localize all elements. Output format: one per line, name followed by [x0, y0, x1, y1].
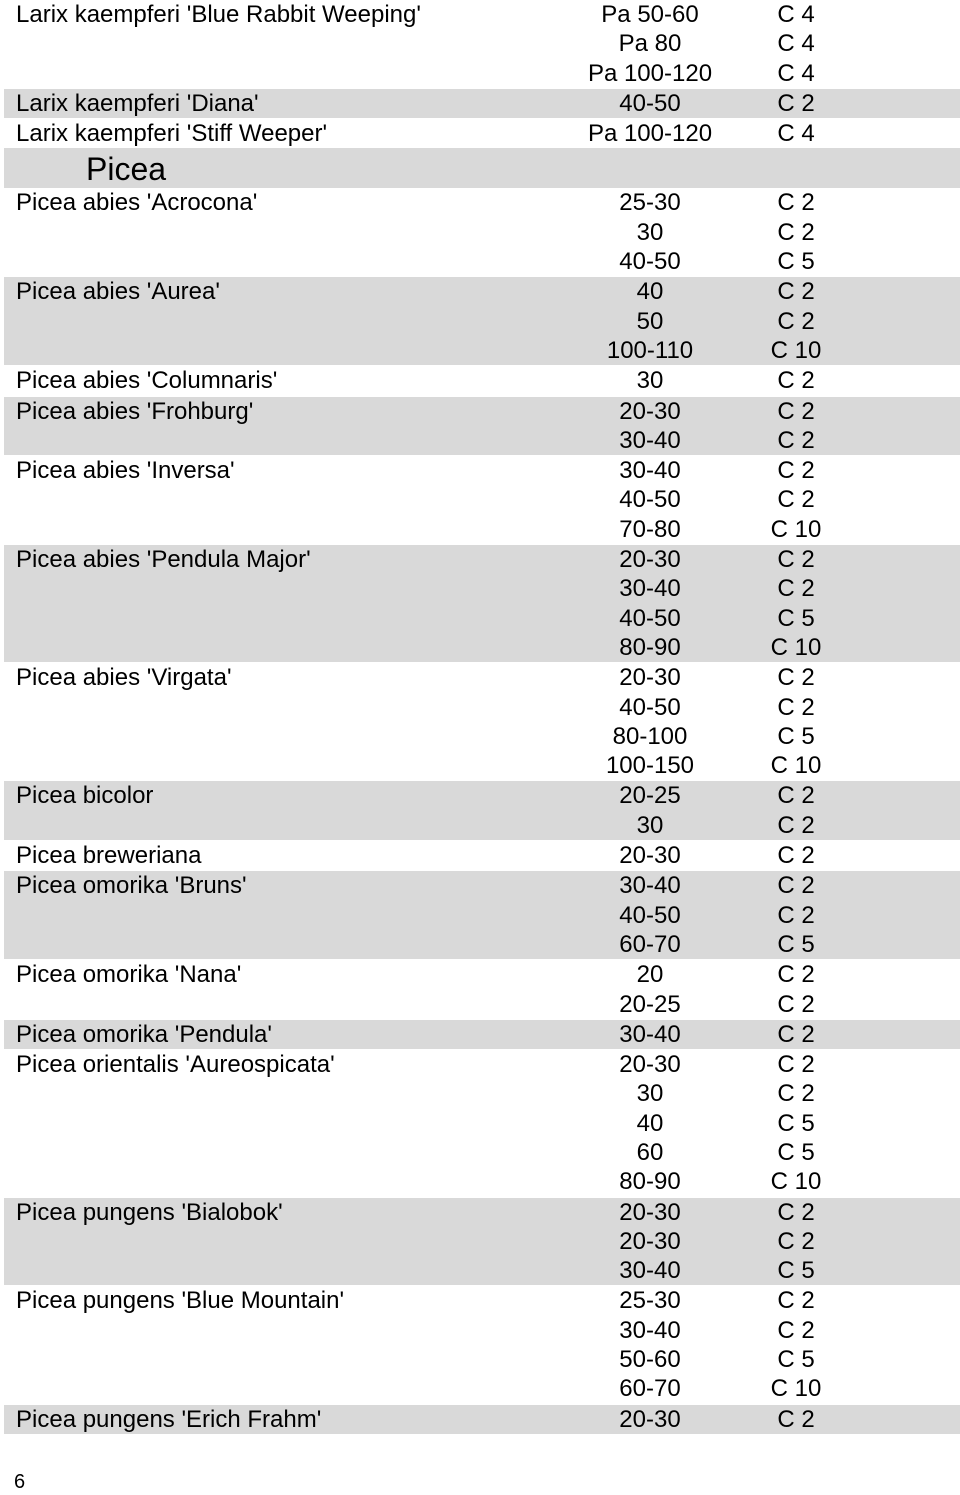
section-heading-row	[4, 148, 960, 188]
entry-size-row	[4, 1256, 960, 1285]
plant-size: 20-30	[619, 546, 681, 574]
plant-name: Picea pungens 'Bialobok'	[16, 1198, 283, 1226]
plant-size: 30-40	[619, 426, 681, 454]
entry-size-row	[4, 218, 960, 247]
pot-size: C 5	[777, 1346, 815, 1374]
pot-size: C 10	[770, 515, 822, 543]
plant-name: Picea omorika 'Bruns'	[16, 872, 247, 900]
plant-size: 20-30	[619, 397, 681, 425]
larix-entries	[4, 0, 960, 148]
pot-size: C 2	[777, 397, 815, 425]
picea-entries	[4, 188, 960, 1433]
plant-size: 100-150	[605, 752, 695, 780]
plant-size: 30	[636, 1080, 664, 1108]
plant-size: 20-30	[619, 1227, 681, 1255]
plant-name: Picea orientalis 'Aureospicata'	[16, 1051, 335, 1079]
plant-name: Picea omorika 'Pendula'	[16, 1020, 272, 1048]
plant-size: 30-40	[619, 1020, 681, 1048]
entry-size-row	[4, 59, 960, 88]
pot-size: C 2	[777, 218, 815, 246]
plant-size: 30	[636, 218, 664, 246]
plant-size: 25-30	[619, 189, 681, 217]
entry-size-row	[4, 515, 960, 544]
plant-name: Picea pungens 'Blue Mountain'	[16, 1287, 345, 1315]
pot-size: C 4	[777, 120, 815, 148]
plant-size: 40-50	[619, 89, 681, 117]
plant-size: 40-50	[619, 604, 681, 632]
pot-size: C 2	[777, 1316, 815, 1344]
pot-size: C 2	[777, 426, 815, 454]
plant-size: 100-110	[606, 336, 694, 364]
plant-size: 60	[636, 1138, 664, 1166]
entry-row	[4, 662, 960, 692]
plant-size: 20-25	[619, 990, 681, 1018]
plant-size: 50-60	[619, 1346, 681, 1374]
plant-name: Picea abies 'Aurea'	[16, 278, 220, 306]
plant-size: 30	[636, 367, 664, 395]
plant-name: Picea abies 'Frohburg'	[16, 397, 254, 425]
entry-row	[4, 0, 960, 29]
entry-size-row	[4, 811, 960, 840]
plant-size: 20-30	[619, 842, 681, 870]
entry-size-row	[4, 1138, 960, 1167]
pot-size: C 2	[777, 1227, 815, 1255]
plant-name: Picea abies 'Virgata'	[16, 664, 232, 692]
plant-size: 80-100	[612, 722, 688, 750]
pot-size: C 2	[777, 575, 815, 603]
pot-size: C 10	[770, 633, 822, 661]
pot-size: C 2	[777, 1080, 815, 1108]
plant-size: 40	[636, 278, 664, 306]
entry-size-row	[4, 336, 960, 365]
pot-size: C 4	[777, 30, 815, 58]
entry-row	[4, 1019, 960, 1049]
entry-size-row	[4, 1345, 960, 1374]
plant-size: 60-70	[619, 1375, 681, 1403]
plant-name: Larix kaempferi 'Blue Rabbit Weeping'	[16, 1, 421, 28]
entry-row	[4, 959, 960, 989]
pot-size: C 2	[777, 1020, 815, 1048]
entry-row	[4, 455, 960, 485]
pot-size: C 2	[777, 367, 815, 395]
plant-size: Pa 80	[618, 30, 682, 58]
pot-size: C 10	[770, 1168, 822, 1196]
pot-size: C 2	[777, 1051, 815, 1079]
entry-row	[4, 1404, 960, 1434]
entry-size-row	[4, 1167, 960, 1196]
plant-size: 80-90	[619, 633, 681, 661]
pot-size: C 2	[777, 901, 815, 929]
plant-name: Picea breweriana	[16, 842, 202, 870]
plant-name: Larix kaempferi 'Diana'	[16, 89, 259, 117]
plant-size: 30-40	[619, 872, 681, 900]
pot-size: C 2	[777, 1287, 815, 1315]
plant-size: 20-30	[619, 664, 681, 692]
pot-size: C 5	[777, 604, 815, 632]
plant-size: 30-40	[619, 457, 681, 485]
plant-size: 40-50	[619, 901, 681, 929]
pot-size: C 10	[770, 336, 822, 364]
pot-size: C 5	[777, 930, 815, 958]
plant-size: 30-40	[619, 1257, 681, 1285]
plant-size: 20-30	[619, 1405, 681, 1433]
pot-size: C 2	[777, 842, 815, 870]
plant-size: 30-40	[619, 575, 681, 603]
plant-name: Larix kaempferi 'Stiff Weeper'	[16, 120, 328, 148]
plant-size: 20-30	[619, 1198, 681, 1226]
plant-size: 80-90	[619, 1168, 681, 1196]
entry-row	[4, 88, 960, 118]
plant-size: 40	[636, 1109, 664, 1137]
pot-size: C 2	[777, 1405, 815, 1433]
plant-size: Pa 100-120	[587, 120, 713, 148]
entry-size-row	[4, 307, 960, 336]
plant-name: Picea omorika 'Nana'	[16, 961, 242, 989]
pot-size: C 5	[777, 722, 815, 750]
entry-row	[4, 365, 960, 395]
pot-size: C 2	[777, 546, 815, 574]
pot-size: C 5	[777, 248, 815, 276]
entry-row	[4, 1197, 960, 1227]
plant-size: 40-50	[619, 248, 681, 276]
pot-size: C 2	[777, 693, 815, 721]
entry-size-row	[4, 633, 960, 662]
plant-name: Picea abies 'Pendula Major'	[16, 546, 311, 574]
plant-size: 70-80	[619, 515, 681, 543]
entry-size-row	[4, 247, 960, 276]
plant-name: Picea bicolor	[16, 782, 154, 810]
entry-row	[4, 780, 960, 810]
entry-size-row	[4, 426, 960, 455]
pot-size: C 4	[777, 1, 815, 28]
entry-row	[4, 1285, 960, 1315]
entry-row	[4, 840, 960, 870]
plant-size: 40-50	[619, 693, 681, 721]
entry-size-row	[4, 604, 960, 633]
entry-size-row	[4, 1109, 960, 1138]
pot-size: C 10	[770, 752, 822, 780]
pot-size: C 4	[777, 59, 815, 87]
pot-size: C 2	[777, 961, 815, 989]
entry-size-row	[4, 930, 960, 959]
plant-name: Picea pungens 'Erich Frahm'	[16, 1405, 322, 1433]
pot-size: C 10	[770, 1375, 822, 1403]
pot-size: C 2	[777, 782, 815, 810]
plant-size: 40-50	[619, 486, 681, 514]
plant-catalog-table	[4, 0, 960, 1434]
pot-size: C 2	[777, 811, 815, 839]
entry-size-row	[4, 1316, 960, 1345]
entry-size-row	[4, 901, 960, 930]
pot-size: C 2	[777, 990, 815, 1018]
pot-size: C 2	[777, 278, 815, 306]
pot-size: C 5	[777, 1109, 815, 1137]
plant-size: 20-25	[619, 782, 681, 810]
pot-size: C 2	[777, 457, 815, 485]
entry-size-row	[4, 990, 960, 1019]
page-number: 6	[14, 1471, 26, 1493]
plant-size: 30	[636, 811, 664, 839]
pot-size: C 2	[777, 189, 815, 217]
entry-size-row	[4, 751, 960, 780]
plant-size: Pa 100-120	[587, 59, 713, 87]
entry-row	[4, 276, 960, 306]
plant-size: Pa 50-60	[601, 1, 699, 28]
entry-size-row	[4, 1079, 960, 1108]
entry-row	[4, 396, 960, 426]
plant-size: 50	[636, 307, 664, 335]
plant-name: Picea abies 'Acrocona'	[16, 189, 258, 217]
pot-size: C 2	[777, 307, 815, 335]
entry-size-row	[4, 29, 960, 58]
entry-row	[4, 544, 960, 574]
plant-size: 30-40	[619, 1316, 681, 1344]
entry-size-row	[4, 574, 960, 603]
entry-row	[4, 118, 960, 148]
pot-size: C 2	[777, 486, 815, 514]
section-heading: Picea	[86, 151, 167, 188]
entry-row	[4, 188, 960, 217]
entry-size-row	[4, 1374, 960, 1403]
entry-row	[4, 1049, 960, 1079]
pot-size: C 2	[777, 664, 815, 692]
plant-size: 20-30	[619, 1051, 681, 1079]
plant-name: Picea abies 'Inversa'	[16, 457, 235, 485]
entry-size-row	[4, 693, 960, 722]
entry-size-row	[4, 1227, 960, 1256]
plant-name: Picea abies 'Columnaris'	[16, 367, 278, 395]
pot-size: C 2	[777, 89, 815, 117]
pot-size: C 2	[777, 1198, 815, 1226]
pot-size: C 5	[777, 1138, 815, 1166]
plant-size: 20	[636, 961, 664, 989]
plant-size: 25-30	[619, 1287, 681, 1315]
pot-size: C 2	[777, 872, 815, 900]
entry-row	[4, 870, 960, 900]
plant-size: 60-70	[619, 930, 681, 958]
entry-size-row	[4, 485, 960, 514]
entry-size-row	[4, 722, 960, 751]
pot-size: C 5	[777, 1257, 815, 1285]
